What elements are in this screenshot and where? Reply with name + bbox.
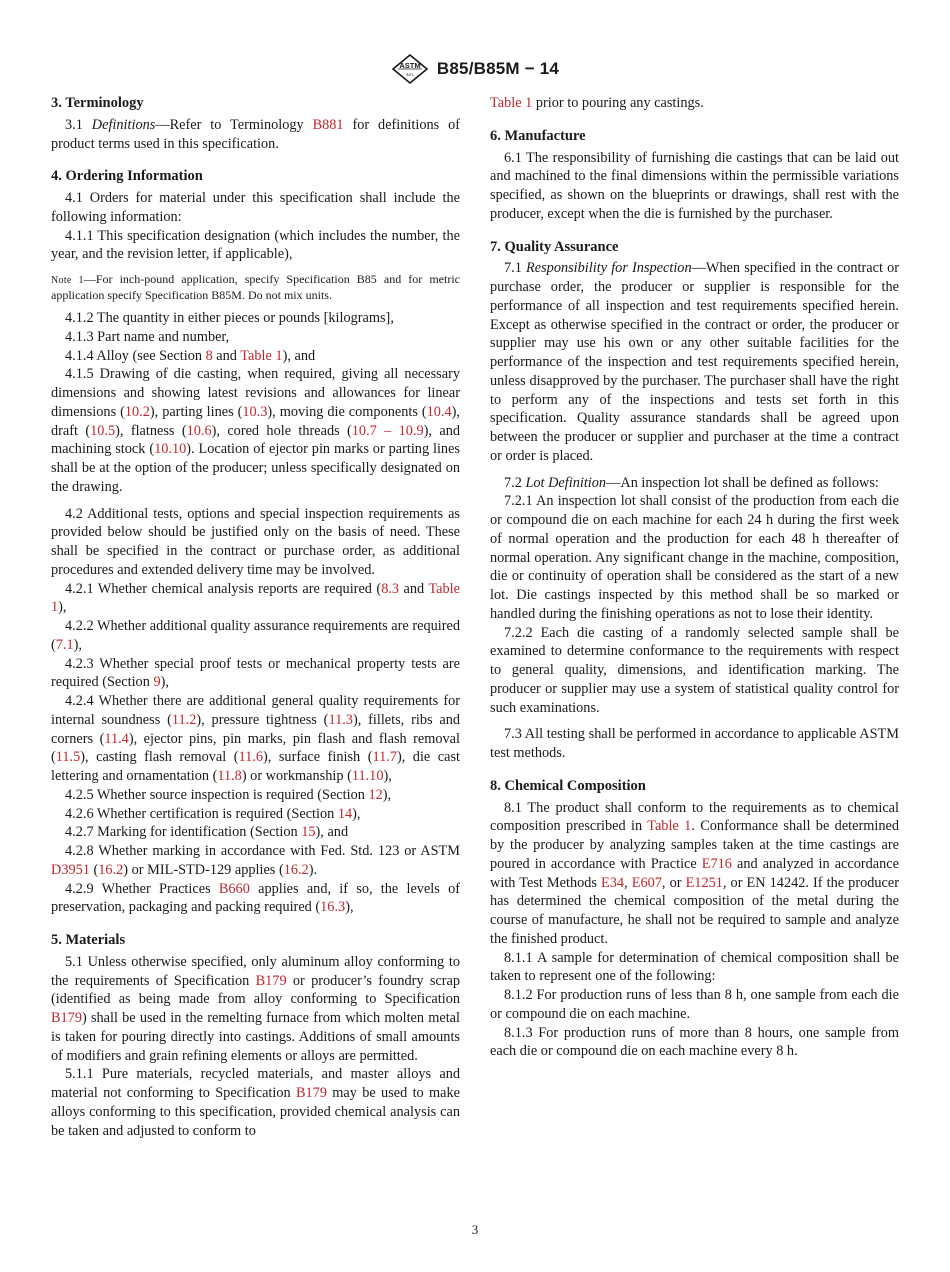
section-4-heading: 4. Ordering Information (51, 168, 203, 185)
link-b179[interactable]: B179 (51, 1010, 82, 1026)
para-4-1-5: 4.1.5 Drawing of die casting, when required, giving all necessary dimensions and showing latest revisions and allowances for linear dimensions (10.2), parting lines (10.3), moving die components (10.4), draft (10.5), flatness (10.6), cored hole threads (10.7 – 10.9), and machining stock (10.10). Location of ejector pin marks or parting lines shall be at the option of the producer; unless specifically designated on the drawing. (51, 366, 460, 495)
para-7-3: 7.3 All testing shall be performed in accordance to applicable ASTM test methods. (490, 726, 899, 761)
link-16-2[interactable]: 16.2 (98, 861, 124, 878)
link-e1251[interactable]: E1251 (685, 874, 723, 891)
link-table-1[interactable]: Table 1 (51, 580, 460, 616)
link-10-3[interactable]: 10.3 (242, 403, 268, 420)
link-8-3[interactable]: 8.3 (381, 580, 400, 597)
link-10-5[interactable]: 10.5 (90, 422, 116, 439)
section-6-heading: 6. Manufacture (490, 127, 586, 144)
para-8-1: 8.1 The product shall conform to the requirements as to chemical composition prescribed in Table 1. Conformance shall be determined by the producer by analyzing samples taken at the time castings are poured in accordance with Practice E716 and analyzed in accordance with Test Methods E34, E607, or E1251, or EN 14242. If the producer has determined the chemical composition of the metal during the course of manufacture, he shall not be required to sample and analyze the finished product. (490, 799, 899, 947)
link-section-8[interactable]: 8 (205, 347, 213, 364)
para-3-1: 3.1 Definitions—Refer to Terminology B881 for definitions of product terms used in this specification. (51, 116, 461, 152)
link-10-2[interactable]: 10.2 (124, 403, 150, 420)
para-5-1-1-continued: Table 1 prior to pouring any castings. (490, 95, 704, 111)
link-11-7[interactable]: 11.7 (372, 749, 397, 766)
para-4-1-2: 4.1.2 The quantity in either pieces or pounds [kilograms], (65, 310, 394, 326)
link-11-8[interactable]: 11.8 (217, 768, 242, 784)
svg-text:ASTM: ASTM (399, 61, 421, 70)
link-11-3[interactable]: 11.3 (328, 711, 353, 728)
para-7-1: 7.1 Responsibility for Inspection—When specified in the contract or purchase order, the producer or supplier is responsible for the performance of all inspection and test requirements specified herein. Except as otherwise specified in the contract or order, the producer or supplier may use his own or any other suitable facilities for the performance of the inspection and test requirements specified herein, unless disapproved by the purchaser. The purchaser shall have the right to perform any of the inspections and tests set forth in this specification. Quality assurance standards shall be agreed upon between the producer or supplier and purchaser at the time a contract or order is placed. (490, 260, 899, 464)
section-7-heading: 7. Quality Assurance (490, 238, 619, 255)
para-4-2-4: 4.2.4 Whether there are additional general quality requirements for internal soundness (11.2), pressure tightness (11.3), fillets, ribs and corners (11.4), ejector pins, pin marks, pin flash and flash removal (11.5), casting flash removal (11.6), surface finish (11.7), die cast lettering and ornamentation (11.8) or workmanship (11.10), (51, 693, 461, 784)
para-8-1-1: 8.1.1 A sample for determination of chemical composition shall be taken to represent one of the following: (490, 949, 899, 985)
link-11-4[interactable]: 11.4 (104, 730, 129, 747)
section-5-heading: 5. Materials (51, 932, 126, 948)
para-4-2-5: 4.2.5 Whether source inspection is required (Section 12), (65, 786, 392, 803)
document-designation: B85/B85M − 14 (436, 59, 560, 78)
astm-logo-icon (391, 54, 429, 84)
link-table-1[interactable]: Table 1 (490, 95, 533, 111)
link-e716[interactable]: E716 (701, 855, 732, 872)
link-d3951[interactable]: D3951 (51, 861, 90, 878)
para-4-1-4: 4.1.4 Alloy (see Section 8 and Table 1), and (65, 347, 316, 364)
section-8-heading: 8. Chemical Composition (490, 777, 646, 794)
para-4-1-1: 4.1.1 This specification designation (which includes the number, the year, and the revision letter, if applicable), (51, 227, 460, 263)
link-section-9[interactable]: 9 (153, 674, 161, 691)
para-4-2-3: 4.2.3 Whether special proof tests or mechanical property tests are required (Section 9), (51, 655, 460, 691)
para-8-1-2: 8.1.2 For production runs of less than 8 h, one sample from each die or compound die on each machine. (490, 987, 899, 1022)
svg-text:INTL: INTL (405, 72, 415, 77)
page-header (0, 54, 950, 84)
para-5-1-1: 5.1.1 Pure materials, recycled materials, and master alloys and material not conforming to Specification B179 may be used to make alloys conforming to this specification, provided chemical analysis can be taken and adjusted to conform to (51, 1066, 460, 1139)
para-4-2-2: 4.2.2 Whether additional quality assurance requirements are required (7.1), (51, 618, 460, 653)
link-11-6[interactable]: 11.6 (238, 749, 264, 766)
link-table-1[interactable]: Table 1 (647, 818, 692, 835)
link-16-2[interactable]: 16.2 (283, 861, 309, 878)
para-4-2-1: 4.2.1 Whether chemical analysis reports are required (8.3 and Table 1), (51, 580, 460, 616)
link-e607[interactable]: E607 (631, 874, 662, 891)
para-4-1-3: 4.1.3 Part name and number, (65, 328, 230, 345)
link-11-10[interactable]: 11.10 (351, 768, 384, 784)
para-4-2-6: 4.2.6 Whether certification is required (Section 14), (65, 805, 361, 822)
link-b881[interactable]: B881 (312, 116, 344, 133)
para-6-1: 6.1 The responsibility of furnishing die castings that can be laid out and machined to the final dimensions within the permissible variations specified, as shown on the blueprints or drawings, shall rest with the producer, except when the die is furnished by the purchaser. (490, 149, 899, 222)
para-8-1-3: 8.1.3 For production runs of more than 8 hours, one sample from each die or compound die on each machine every 8 h. (490, 1024, 899, 1060)
para-5-1: 5.1 Unless otherwise specified, only aluminum alloy conforming to the requirements of Specification B179 or producer’s foundry scrap (identified as being made from alloy conforming to Specification B179) shall be used in the remelting furnace from which molten metal is taken for pouring directly into castings. Additions of small amounts of modifiers and grain refining elements or alloys are permitted. (51, 953, 461, 1064)
link-section-14[interactable]: 14 (337, 805, 353, 822)
link-10-6[interactable]: 10.6 (186, 422, 212, 439)
link-b660[interactable]: B660 (218, 880, 250, 897)
link-7-1[interactable]: 7.1 (55, 636, 74, 653)
para-4-2-9: 4.2.9 Whether Practices B660 applies and, if so, the levels of preservation, packaging and packing required (16.3), (51, 880, 460, 916)
left-column (51, 94, 460, 1140)
para-4-1: 4.1 Orders for material under this specification shall include the following information: (51, 190, 460, 225)
para-4-2: 4.2 Additional tests, options and special inspection requirements as provided below should be justified only on the basis of need. These shall be specified in the contract or purchase order, as additional procedures and extended delivery time may be involved. (51, 505, 460, 578)
para-4-2-7: 4.2.7 Marking for identification (Section 15), and (65, 824, 349, 841)
para-7-2-1: 7.2.1 An inspection lot shall consist of the production from each die or compound die on each machine for each 24 h during the first week of normal operation and the production for each 48 h thereafter of normal operation. Any significant change in the machine, composition, die or continuity of operation shall be considered as the start of a new lot. Die castings inspected by this method shall be so marked or handled during the finishing operations as not to lose their identity. (490, 493, 899, 622)
right-column (490, 94, 899, 1061)
link-e34[interactable]: E34 (601, 874, 625, 891)
link-table-1[interactable]: Table 1 (240, 347, 283, 364)
link-16-3[interactable]: 16.3 (320, 899, 346, 916)
link-section-12[interactable]: 12 (368, 786, 383, 803)
para-7-2: 7.2 Lot Definition—An inspection lot shall be defined as follows: (504, 474, 879, 491)
note-1: Note 1—For inch-pound application, specify Specification B85 and for metric application specify Specification B85M. Do not mix units. (51, 272, 461, 302)
link-section-15[interactable]: 15 (301, 824, 316, 841)
link-10-7-10-9[interactable]: 10.7 – 10.9 (351, 422, 424, 439)
link-10-10[interactable]: 10.10 (154, 441, 187, 458)
page-number: 3 (471, 1222, 479, 1237)
link-b179[interactable]: B179 (295, 1085, 327, 1101)
section-3-heading: 3. Terminology (51, 95, 144, 111)
link-11-5[interactable]: 11.5 (55, 749, 81, 766)
link-b179[interactable]: B179 (255, 972, 287, 989)
para-4-2-8: 4.2.8 Whether marking in accordance with Fed. Std. 123 or ASTM D3951 (16.2) or MIL-STD-129 applies (16.2). (51, 843, 460, 878)
para-7-2-2: 7.2.2 Each die casting of a randomly selected sample shall be examined to determine conformance to the requirements with respect to general quality, dimensions, and identification marking. The producer or supplier may use a system of statistical quality control for such examinations. (490, 624, 899, 716)
link-11-2[interactable]: 11.2 (171, 711, 197, 728)
link-10-4[interactable]: 10.4 (426, 403, 452, 420)
